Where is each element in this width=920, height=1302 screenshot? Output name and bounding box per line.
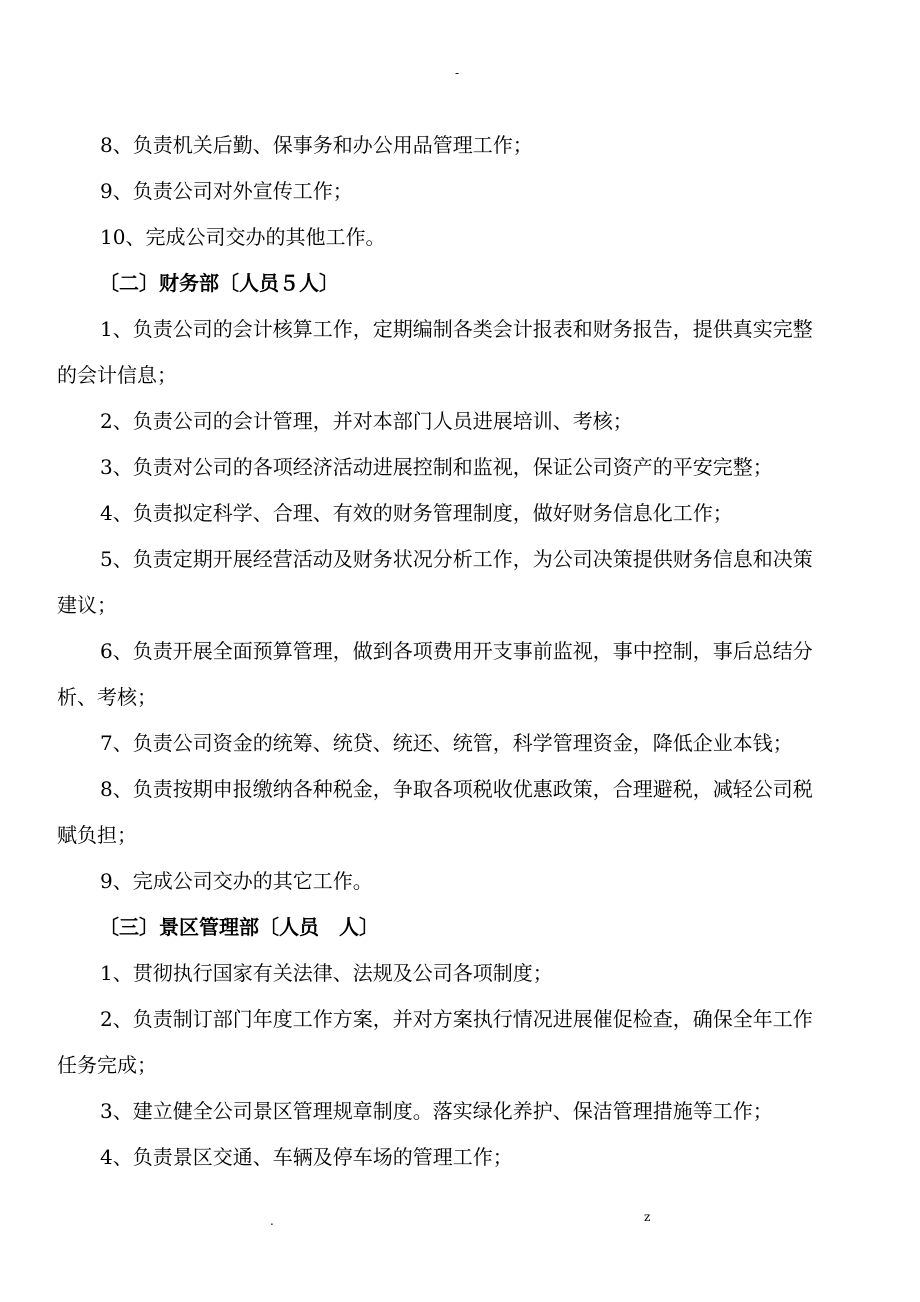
paragraph-item: 3、负责对公司的各项经济活动进展控制和监视，保证公司资产的平安完整； [100, 455, 773, 479]
paragraph-item: 5、负责定期开展经营活动及财务状况分析工作，为公司决策提供财务信息和决策建议； [57, 547, 813, 617]
section-heading-finance: 〔二〕财务部〔人员５人〕 [99, 271, 339, 295]
page-footer-left-mark: . [270, 1214, 274, 1228]
paragraph-item: 4、负责拟定科学、合理、有效的财务管理制度，做好财务信息化工作； [100, 501, 733, 525]
paragraph-item: 2、负责制订部门年度工作方案，并对方案执行情况进展催促检查，确保全年工作任务完成； [57, 1007, 813, 1077]
paragraph-item: 2、负责公司的会计管理，并对本部门人员进展培训、考核； [100, 409, 633, 433]
page-footer-right-mark: z [644, 1210, 651, 1224]
paragraph-item: 8、负责机关后勤、保事务和办公用品管理工作； [100, 133, 533, 157]
page-header-mark: - [455, 66, 460, 80]
paragraph-item: 9、负责公司对外宣传工作； [100, 179, 353, 203]
document-body [57, 122, 827, 1180]
paragraph-item: 6、负责开展全面预算管理，做到各项费用开支事前监视，事中控制，事后总结分析、考核； [57, 639, 813, 709]
paragraph-item: 1、贯彻执行国家有关法律、法规及公司各项制度； [100, 961, 553, 985]
paragraph-item: 1、负责公司的会计核算工作，定期编制各类会计报表和财务报告，提供真实完整的会计信息； [57, 317, 813, 387]
paragraph-item: 9、完成公司交办的其它工作。 [100, 869, 373, 893]
paragraph-item: 7、负责公司资金的统筹、统贷、统还、统管，科学管理资金，降低企业本钱； [100, 731, 793, 755]
section-heading-scenic-area: 〔三〕景区管理部〔人员 人〕 [99, 915, 379, 939]
paragraph-item: 8、负责按期申报缴纳各种税金，争取各项税收优惠政策，合理避税，减轻公司税赋负担； [57, 777, 813, 847]
paragraph-item: 3、建立健全公司景区管理规章制度。落实绿化养护、保洁管理措施等工作； [100, 1099, 773, 1123]
paragraph-item: 4、负责景区交通、车辆及停车场的管理工作； [100, 1145, 513, 1169]
paragraph-item: 10、完成公司交办的其他工作。 [100, 225, 386, 249]
